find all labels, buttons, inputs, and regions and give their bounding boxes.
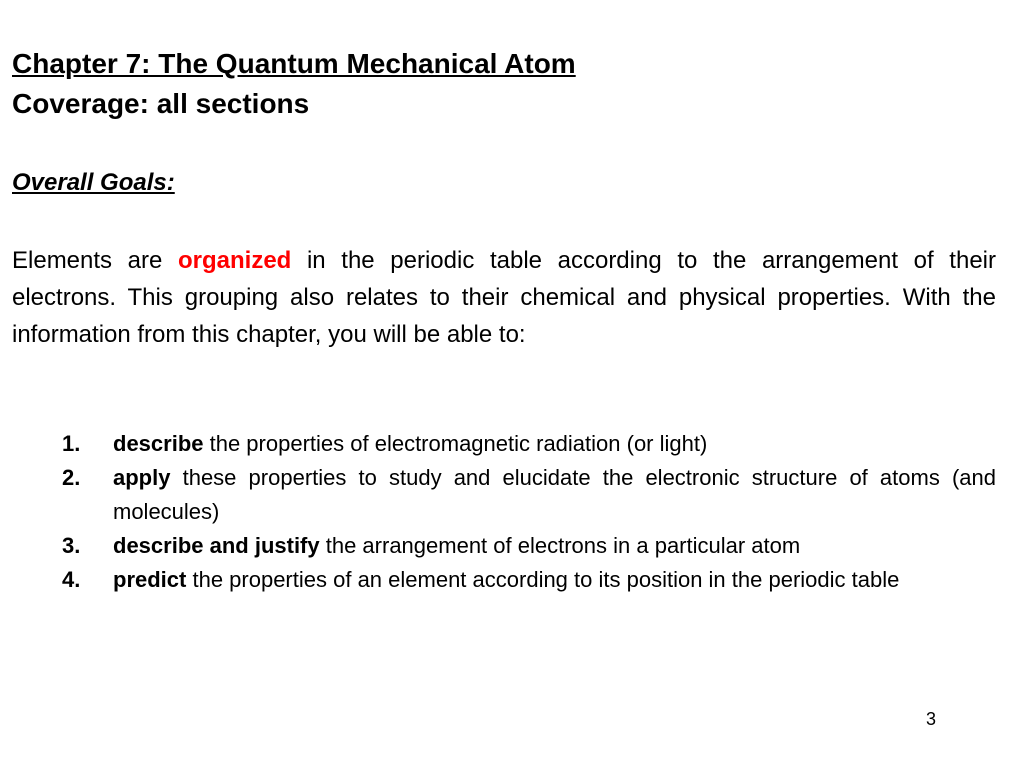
overall-goals-heading: Overall Goals: <box>12 169 175 196</box>
goal-keyword: apply <box>113 465 171 490</box>
goal-item <box>12 563 996 597</box>
page-number: 3 <box>925 709 936 729</box>
goal-number: 2. <box>62 465 81 490</box>
coverage-subtitle: Coverage: all sections <box>12 88 310 119</box>
goal-number: 4. <box>62 567 81 592</box>
goal-text: the arrangement of electrons in a particular atom <box>319 533 801 558</box>
intro-paragraph <box>12 242 996 353</box>
slide-title <box>12 44 576 124</box>
goal-item <box>12 529 996 563</box>
intro-text-after: in the periodic table according to the arrangement of their electrons. This grouping also relates to their chemical and physical properties. With the information from this chapter, you will be able to: <box>12 247 996 348</box>
goal-number: 1. <box>62 431 81 456</box>
goal-keyword: describe and justify <box>113 533 320 558</box>
chapter-title: Chapter 7: The Quantum Mechanical Atom <box>12 48 576 79</box>
intro-text-before: Elements are <box>12 247 178 274</box>
goal-item <box>12 427 996 461</box>
goal-text: these properties to study and elucidate the electronic structure of atoms (and molecules) <box>113 465 996 524</box>
goal-keyword: describe <box>113 431 204 456</box>
goals-list <box>12 427 996 597</box>
goal-text: the properties of electromagnetic radiation (or light) <box>203 431 708 456</box>
goal-keyword: predict <box>113 567 187 592</box>
goal-text: the properties of an element according to its position in the periodic table <box>186 567 900 592</box>
intro-highlight-word: organized <box>178 247 292 274</box>
goal-number: 3. <box>62 533 81 558</box>
goal-item <box>12 461 996 529</box>
